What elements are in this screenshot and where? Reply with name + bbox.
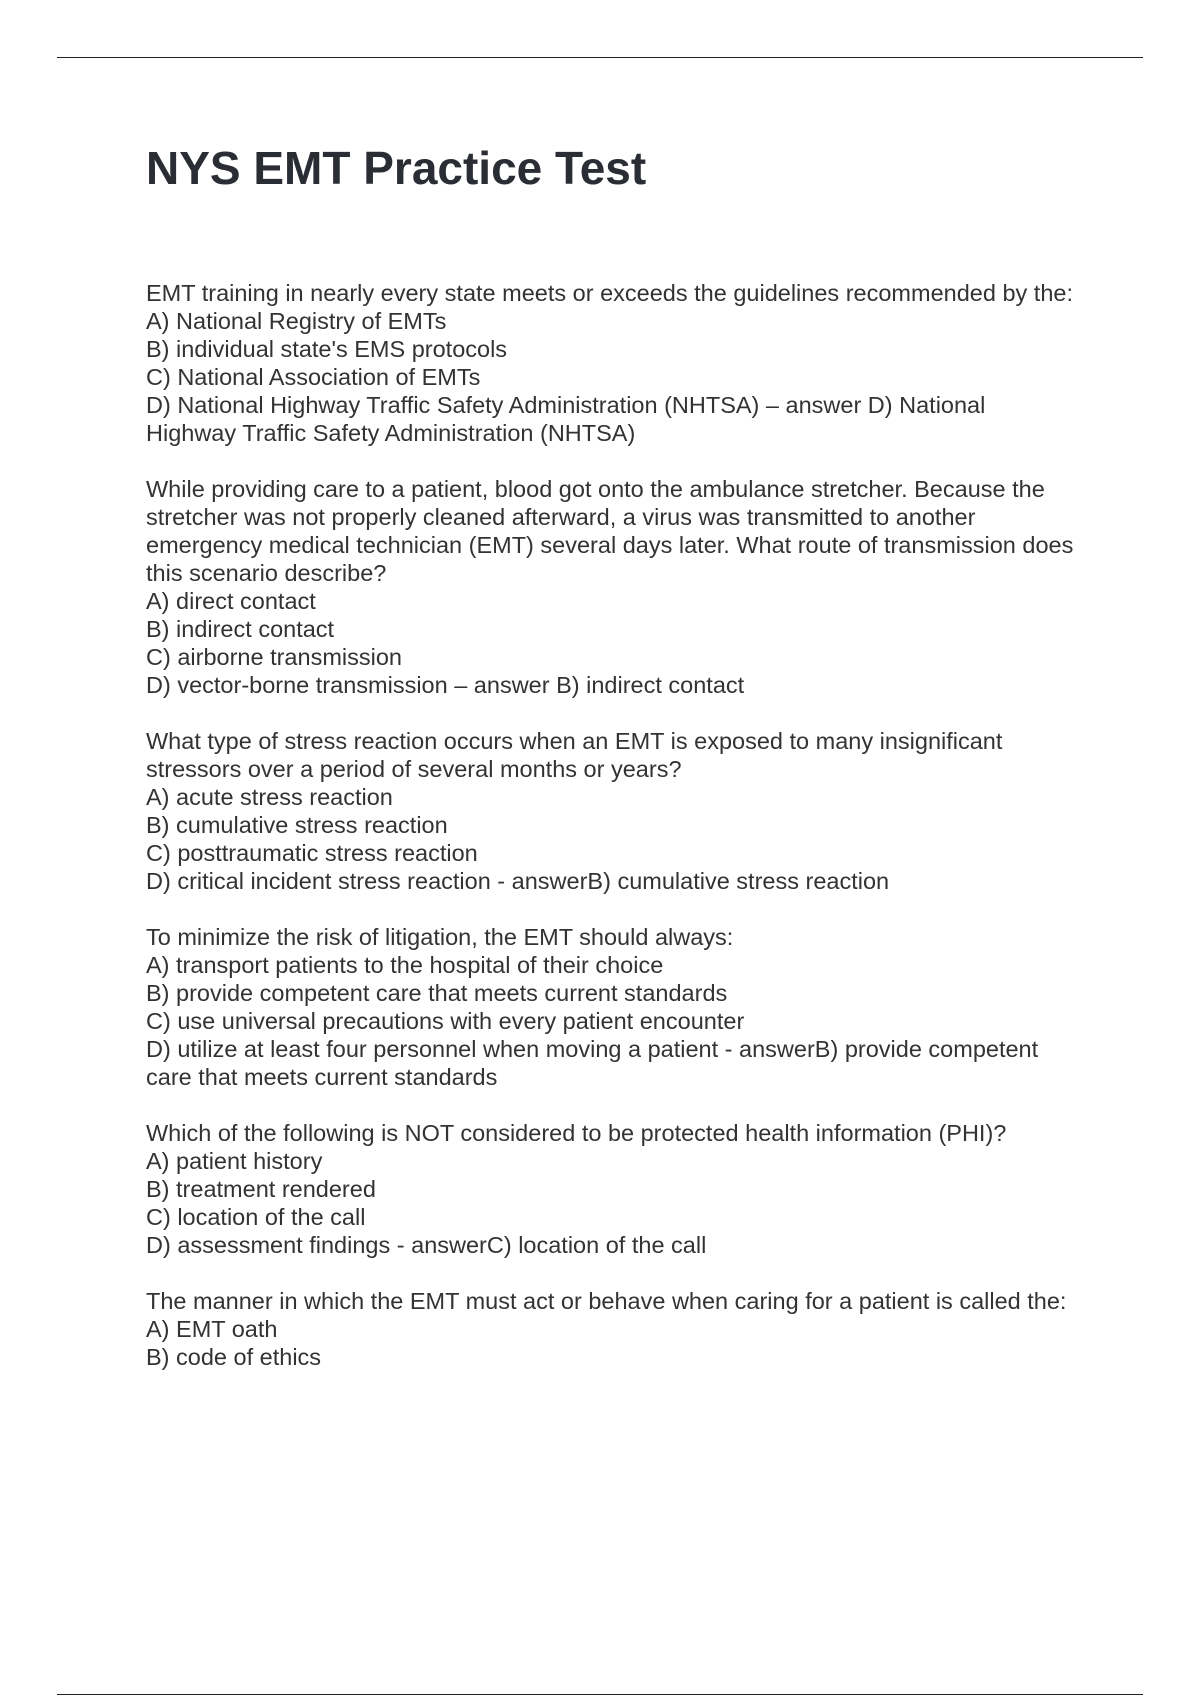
question-list — [146, 279, 1081, 1371]
question-prompt: Which of the following is NOT considered to be protected health information (PHI)? — [146, 1120, 1007, 1146]
question-6 — [146, 1287, 1081, 1371]
answer-option: C) location of the call — [146, 1204, 366, 1230]
answer-option: C) airborne transmission — [146, 644, 402, 670]
answer-option: B) indirect contact — [146, 616, 335, 642]
answer-option: B) individual state's EMS protocols — [146, 336, 508, 362]
question-4 — [146, 923, 1081, 1091]
document-body — [146, 140, 1081, 1399]
bottom-divider — [57, 1694, 1143, 1695]
answer-option: A) acute stress reaction — [146, 784, 393, 810]
answer-option: A) patient history — [146, 1148, 323, 1174]
question-prompt: While providing care to a patient, blood got onto the ambulance stretcher. Because the stretcher was not properly cleaned afterward, a virus was transmitted to another emergency medical technician (EMT) several days later. What route of transmission does this scenario describe? — [146, 476, 1074, 586]
answer-option: A) National Registry of EMTs — [146, 308, 447, 334]
answer-option: B) treatment rendered — [146, 1176, 376, 1202]
question-prompt: EMT training in nearly every state meets or exceeds the guidelines recommended by the: — [146, 280, 1073, 306]
answer-option: B) cumulative stress reaction — [146, 812, 448, 838]
answer-option: D) National Highway Traffic Safety Administration (NHTSA) – answer D) National Highway Traffic Safety Administration (NHTSA) — [146, 392, 986, 446]
answer-option: B) code of ethics — [146, 1344, 322, 1370]
answer-option: D) assessment findings - answerC) location of the call — [146, 1232, 707, 1258]
page-title: NYS EMT Practice Test — [146, 142, 647, 194]
question-2 — [146, 475, 1081, 699]
answer-option: D) critical incident stress reaction - answerB) cumulative stress reaction — [146, 868, 890, 894]
answer-option: D) vector-borne transmission – answer B) indirect contact — [146, 672, 745, 698]
question-prompt: The manner in which the EMT must act or behave when caring for a patient is called the: — [146, 1288, 1067, 1314]
answer-option: A) transport patients to the hospital of their choice — [146, 952, 664, 978]
question-prompt: What type of stress reaction occurs when an EMT is exposed to many insignificant stressors over a period of several months or years? — [146, 728, 1003, 782]
answer-option: B) provide competent care that meets current standards — [146, 980, 728, 1006]
answer-option: C) use universal precautions with every patient encounter — [146, 1008, 745, 1034]
question-1 — [146, 279, 1081, 447]
question-prompt: To minimize the risk of litigation, the EMT should always: — [146, 924, 734, 950]
answer-option: D) utilize at least four personnel when moving a patient - answerB) provide competent care that meets current standards — [146, 1036, 1039, 1090]
answer-option: C) posttraumatic stress reaction — [146, 840, 478, 866]
question-3 — [146, 727, 1081, 895]
question-5 — [146, 1119, 1081, 1259]
top-divider — [57, 57, 1143, 58]
answer-option: A) direct contact — [146, 588, 316, 614]
answer-option: C) National Association of EMTs — [146, 364, 481, 390]
answer-option: A) EMT oath — [146, 1316, 278, 1342]
